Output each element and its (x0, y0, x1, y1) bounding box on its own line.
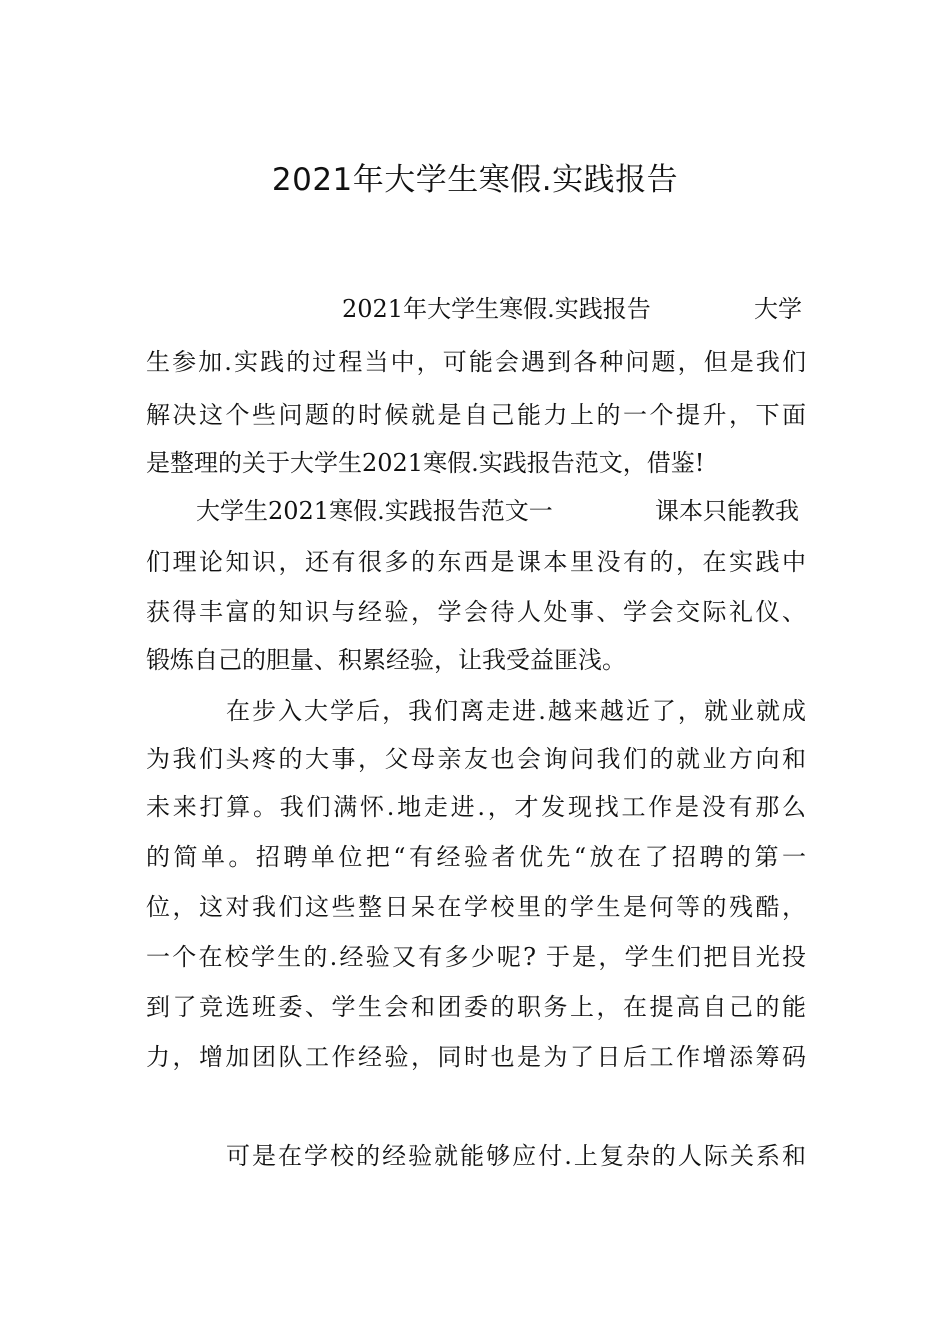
paragraph-3-line-6: 一个在校学生的.经验又有多少呢? 于是，学生们把目光投 (146, 943, 806, 971)
paragraph-2-line-3: 获得丰富的知识与经验，学会待人处事、学会交际礼仪、 (146, 598, 806, 626)
section-title: 大学生2021寒假.实践报告范文一 (196, 497, 553, 525)
paragraph-1-line-1 (146, 283, 806, 336)
paragraph-1-line-1-end: 大学 (754, 295, 802, 323)
document-title: 2021年大学生寒假.实践报告 (271, 162, 679, 198)
paragraph-3-line-4: 的简单。招聘单位把“有经验者优先“放在了招聘的第一 (146, 843, 806, 871)
paragraph-2-line-1-end: 课本只能教我 (655, 497, 799, 525)
paragraph-3-line-8: 力，增加团队工作经验，同时也是为了日后工作增添筹码 (146, 1043, 806, 1071)
paragraph-2-line-1 (146, 485, 806, 538)
paragraph-2-line-2: 们理论知识，还有很多的东西是课本里没有的，在实践中 (146, 548, 806, 576)
paragraph-3-line-3: 未来打算。我们满怀.地走进.，才发现找工作是没有那么 (146, 793, 806, 821)
paragraph-2-line-4: 锻炼自己的胆量、积累经验，让我受益匪浅。 (146, 646, 626, 674)
paragraph-3-line-5: 位，这对我们这些整日呆在学校里的学生是何等的残酷， (146, 893, 806, 921)
paragraph-1-heading-repeat: 2021年大学生寒假.实践报告 (342, 295, 651, 323)
paragraph-1-line-3: 解决这个些问题的时候就是自己能力上的一个提升，下面 (146, 401, 806, 429)
paragraph-3-line-2: 为我们头疼的大事，父母亲友也会询问我们的就业方向和 (146, 745, 806, 773)
paragraph-3-line-7: 到了竞选班委、学生会和团委的职务上，在提高自己的能 (146, 993, 806, 1021)
paragraph-3-line-1: 在步入大学后，我们离走进.越来越近了，就业就成 (226, 697, 806, 725)
paragraph-4-line-1: 可是在学校的经验就能够应付.上复杂的人际关系和 (226, 1142, 806, 1170)
paragraph-1-line-4: 是整理的关于大学生2021寒假.实践报告范文，借鉴! (146, 449, 705, 477)
paragraph-1-line-2: 生参加.实践的过程当中，可能会遇到各种问题，但是我们 (146, 348, 806, 376)
